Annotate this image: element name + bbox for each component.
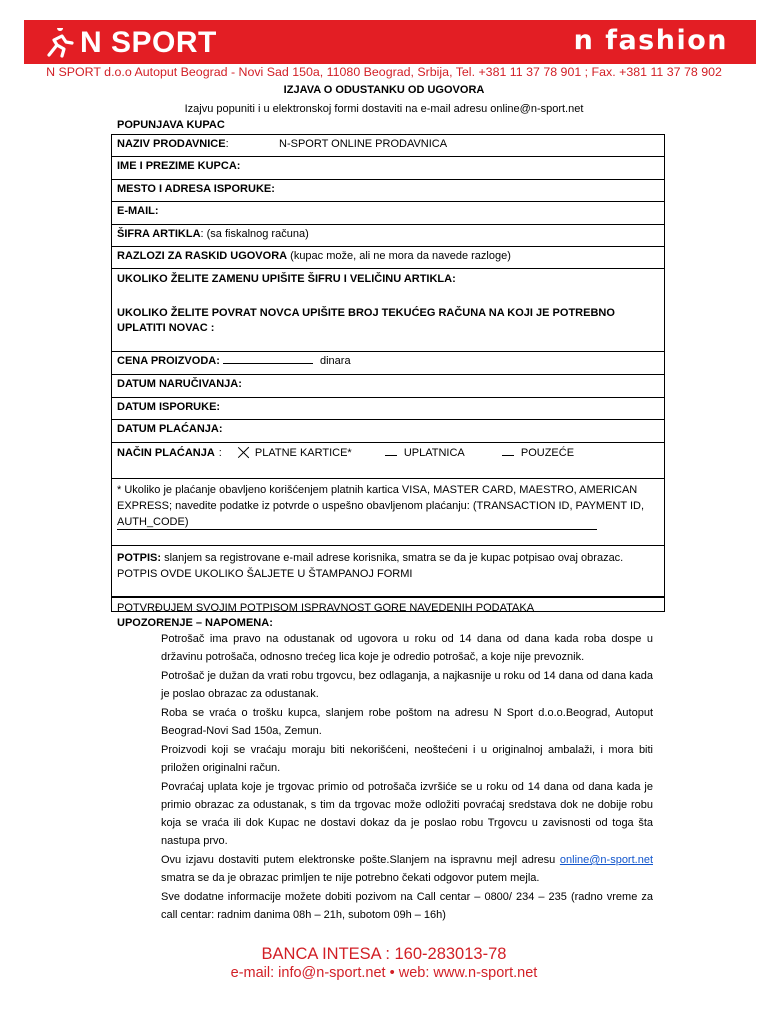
option-cod[interactable]: POUZEĆE (520, 447, 575, 459)
company-address-line: N SPORT d.o.o Autoput Beograd - Novi Sad 150a, 11080 Beograd, Srbija, Tel. +381 11 37 78 901 ; Fax. +381 11 37 78 902 (46, 65, 722, 79)
option-slip-blank[interactable] (385, 455, 397, 456)
price-blank[interactable] (223, 363, 313, 364)
delivery-address-label: MESTO I ADRESA ISPORUKE: (117, 183, 275, 195)
note-paragraph: Potrošač je dužan da vrati robu trgovcu, bez odlaganja, a najkasnije u roku od 14 dana od dana kada je poslao obrazac za odustanak. (161, 670, 653, 700)
row-card-note[interactable] (112, 479, 664, 546)
footer-contact: e-mail: info@n-sport.net • web: www.n-sport.net (230, 965, 538, 981)
row-reason[interactable]: RAZLOZI ZA RASKID UGOVORA (kupac može, ali ne mora da navede razloge) (112, 247, 664, 269)
payment-method-label: NAČIN PLAĆANJA (117, 447, 215, 459)
note-paragraph: Roba se vraća o trošku kupca, slanjem robe poštom na adresu N Sport d.o.o.Beograd, Autoput Beograd-Novi Sad 150a, Zemun. (161, 707, 653, 737)
note-paragraph: Proizvodi koji se vraćaju moraju biti nekorišćeni, neoštećeni i u originalnoj ambalaži, i mora biti priložen originalni račun. (161, 744, 653, 774)
brand-right: n fashion (573, 25, 728, 56)
confirmation-text: POTVRĐUJEM SVOJIM POTPISOM ISPRAVNOST GORE NAVEDENIH PODATAKA (117, 602, 535, 611)
note-paragraph: Povraćaj uplata koje je trgovac primio od potrošača izvršiće se u roku od 14 dana od dana kada je primio obrazac za odustanak, s tim da trgovac može odložiti povraćaj sredstava dok ne dobije robu koja se vraća ili dok Kupac ne dostavi dokaz da je poslao robu Trgovcu u zavisnosti od toga šta nastupa prvo. (161, 781, 653, 847)
form-title: IZJAVA O ODUSTANKU OD UGOVORA (283, 84, 485, 96)
row-article-code[interactable]: ŠIFRA ARTIKLA: (sa fiskalnog računa) (112, 225, 664, 247)
price-unit: dinara (320, 355, 351, 367)
exchange-label: UKOLIKO ŽELITE ZAMENU UPIŠITE ŠIFRU I VELIČINU ARTIKLA: (117, 273, 456, 285)
option-cards[interactable]: PLATNE KARTICE* (254, 447, 352, 459)
form-instructions: Izajvu popuniti i u elektronskoj formi dostaviti na e-mail adresu online@n-sport.net (184, 103, 584, 115)
store-value: N-SPORT ONLINE PRODAVNICA (279, 138, 448, 150)
row-buyer-name[interactable] (112, 157, 664, 180)
delivery-date-label: DATUM ISPORUKE: (117, 401, 221, 413)
withdrawal-form-table (111, 134, 665, 612)
payment-date-label: DATUM PLAĆANJA: (117, 423, 223, 435)
warning-notes (161, 630, 653, 925)
order-date-label: DATUM NARUČIVANJA: (117, 378, 242, 390)
runner-icon (44, 28, 74, 58)
row-price[interactable] (112, 352, 664, 375)
signature-label: POTPIS: (117, 552, 162, 564)
warning-title: UPOZORENJE – NAPOMENA: (117, 617, 273, 629)
filled-by-label: POPUNJAVA KUPAC (117, 119, 225, 131)
bank-account: BANCA INTESA : 160-283013-78 (261, 945, 507, 963)
row-payment-method[interactable]: NAČIN PLAĆANJA : PLATNE KARTICE* UPLATNICA POUZEĆE (112, 443, 664, 479)
buyer-name-label: IME I PREZIME KUPCA: (117, 160, 241, 172)
article-code-label: ŠIFRA ARTIKLA (117, 228, 201, 240)
store-label: NAZIV PRODAVNICE (117, 138, 226, 150)
checked-x-icon[interactable] (237, 446, 251, 458)
row-store-name: NAZIV PRODAVNICE: N-SPORT ONLINE PRODAVNICA (112, 135, 664, 157)
n-sport-logo (44, 26, 217, 60)
card-note-text: * Ukoliko je plaćanje obavljeno korišćenjem platnih kartica VISA, MASTER CARD, MAESTRO, AMERICAN EXPRESS; navedite podatke iz potvrde o uspešno obavljenom plaćanju: (TRANSACTION ID, PAYMENT ID, AUTH_CODE) (117, 484, 645, 528)
price-label: CENA PROIZVODA: (117, 355, 220, 367)
row-delivery-address[interactable] (112, 180, 664, 202)
option-slip[interactable]: UPLATNICA (403, 447, 465, 459)
note-paragraph: Potrošač ima pravo na odustanak od ugovora u roku od 14 dana od dana kada roba dospe u državinu potrošača, odnosno trećeg lica koje je odredio potrošač, a koje nije prevoznik. (161, 633, 653, 663)
row-order-date[interactable] (112, 375, 664, 398)
row-delivery-date[interactable] (112, 398, 664, 420)
signature-note: slanjem sa registrovane e-mail adrese korisnika, smatra se da je kupac potpisao ovaj obrazac. (161, 552, 624, 564)
row-exchange-refund[interactable] (112, 269, 664, 352)
card-data-blank[interactable] (117, 529, 597, 530)
brand-left: N SPORT (80, 26, 217, 59)
email-label: E-MAIL: (117, 205, 159, 217)
row-payment-date[interactable] (112, 420, 664, 443)
reason-label: RAZLOZI ZA RASKID UGOVORA (117, 250, 288, 262)
signature-print-label: POTPIS OVDE UKOLIKO ŠALJETE U ŠTAMPANOJ FORMI (117, 568, 413, 580)
note-paragraph: Ovu izjavu dostaviti putem elektronske pošte.Slanjem na ispravnu mejl adresu online@n-sport.net smatra se da je obrazac primljen te nije potrebno čekati odgovor putem mejla. (161, 854, 653, 884)
email-link[interactable]: online@n-sport.net (559, 854, 653, 866)
row-signature[interactable] (112, 546, 664, 611)
refund-label: UKOLIKO ŽELITE POVRAT NOVCA UPIŠITE BROJ TEKUĆEG RAČUNA NA KOJI JE POTREBNO UPLATITI NOVAC : (117, 307, 615, 334)
row-email[interactable] (112, 202, 664, 225)
note-paragraph: Sve dodatne informacije možete dobiti pozivom na Call centar – 0800/ 234 – 235 (radno vreme za call centar: radnim danima 08h – 21h, subotom 09h – 16h) (161, 891, 653, 921)
option-cod-blank[interactable] (502, 455, 514, 456)
